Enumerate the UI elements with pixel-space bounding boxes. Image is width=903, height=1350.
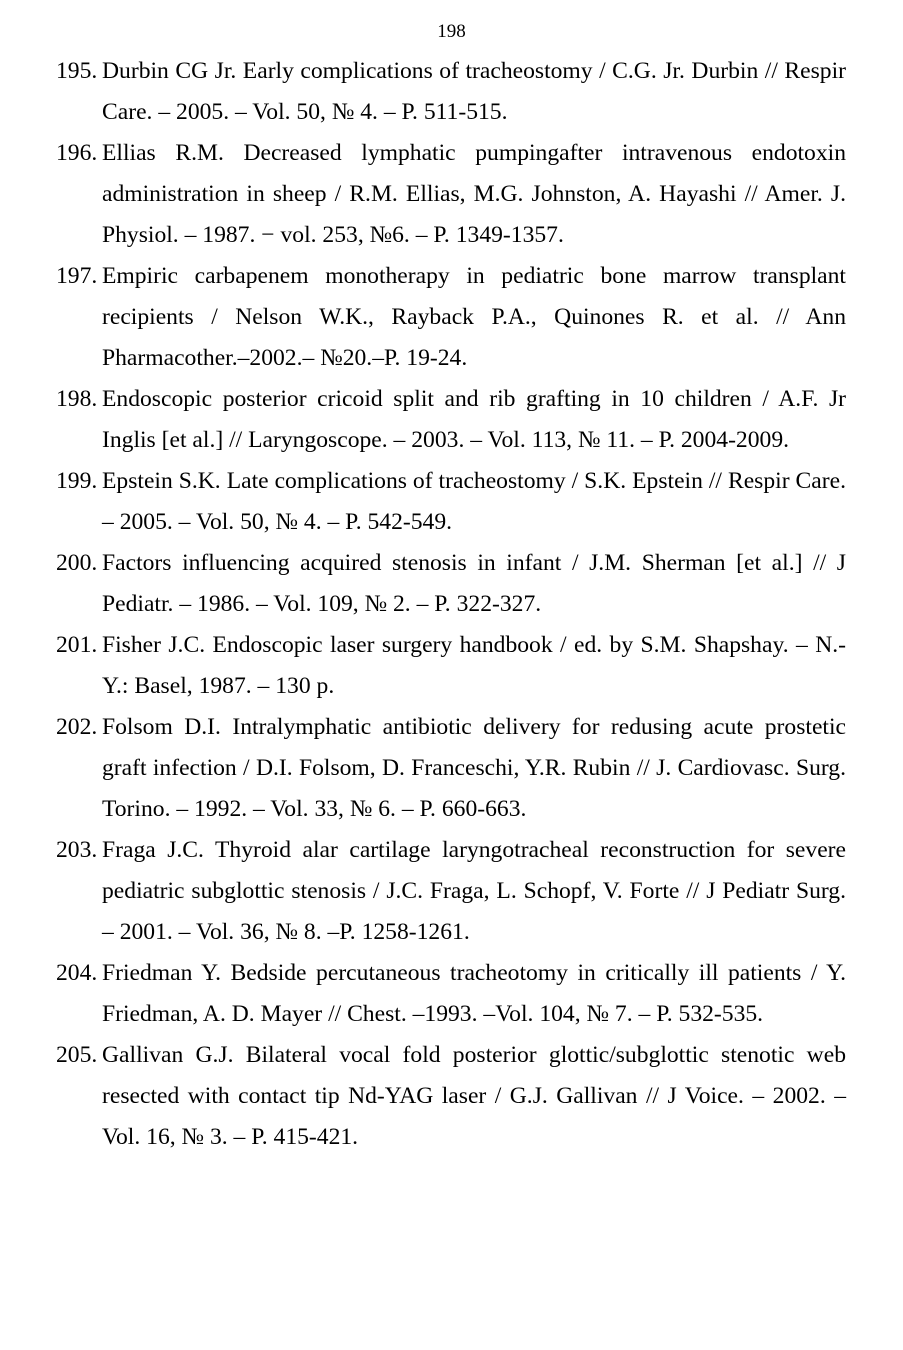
reference-text: Gallivan G.J. Bilateral vocal fold posterior glottic/subglottic stenotic web resected with contact tip Nd-YAG laser / G.J. Gallivan // J Voice. – 2002. – Vol. 16, № 3. – P. 415-421. — [102, 1042, 846, 1150]
reference-text: Folsom D.I. Intralymphatic antibiotic delivery for redusing acute prostetic graft infection / D.I. Folsom, D. Franceschi, Y.R. Rubin // J. Cardiovasc. Surg. Torino. – 1992. – Vol. 33, № 6. – P. 660-663. — [102, 714, 846, 822]
reference-item — [56, 256, 846, 379]
reference-number: 196. — [56, 140, 98, 166]
reference-text: Epstein S.K. Late complications of tracheostomy / S.K. Epstein // Respir Care. – 2005. – Vol. 50, № 4. – P. 542-549. — [102, 468, 846, 535]
reference-item — [56, 830, 846, 953]
reference-item — [56, 707, 846, 830]
reference-text: Fraga J.C. Thyroid alar cartilage laryngotracheal reconstruction for severe pediatric subglottic stenosis / J.C. Fraga, L. Schopf, V. Forte // J Pediatr Surg. – 2001. – Vol. 36, № 8. –P. 1258-1261. — [102, 837, 846, 945]
reference-number: 200. — [56, 550, 98, 576]
reference-text: Ellias R.M. Decreased lymphatic pumpingafter intravenous endotoxin administration in sheep / R.M. Ellias, M.G. Johnston, A. Hayashi // Amer. J. Physiol. – 1987. − vol. 253, №6. – P. 1349-1357. — [102, 140, 846, 248]
reference-number: 205. — [56, 1042, 98, 1068]
page-number: 198 — [437, 21, 466, 42]
reference-item — [56, 953, 846, 1035]
reference-item — [56, 461, 846, 543]
reference-number: 199. — [56, 468, 98, 494]
reference-number: 197. — [56, 263, 98, 289]
reference-text: Empiric carbapenem monotherapy in pediatric bone marrow transplant recipients / Nelson W.K., Rayback P.A., Quinones R. et al. // Ann Pharmacother.–2002.– №20.–P. 19-24. — [102, 263, 846, 371]
reference-number: 198. — [56, 386, 98, 412]
reference-item — [56, 133, 846, 256]
reference-text: Endoscopic posterior cricoid split and rib grafting in 10 children / A.F. Jr Inglis [et al.] // Laryngoscope. – 2003. – Vol. 113, № 11. – P. 2004-2009. — [102, 386, 846, 453]
reference-item — [56, 625, 846, 707]
reference-number: 195. — [56, 58, 98, 84]
reference-number: 204. — [56, 960, 98, 986]
reference-item — [56, 51, 846, 133]
reference-text: Durbin CG Jr. Early complications of tracheostomy / C.G. Jr. Durbin // Respir Care. – 2005. – Vol. 50, № 4. – P. 511-515. — [102, 58, 846, 125]
reference-number: 202. — [56, 714, 98, 740]
reference-item — [56, 379, 846, 461]
reference-text: Friedman Y. Bedside percutaneous tracheotomy in critically ill patients / Y. Friedman, A. D. Mayer // Chest. –1993. –Vol. 104, № 7. – P. 532-535. — [102, 960, 846, 1027]
reference-item — [56, 1035, 846, 1158]
reference-item — [56, 543, 846, 625]
reference-number: 201. — [56, 632, 98, 658]
reference-text: Fisher J.C. Endoscopic laser surgery handbook / ed. by S.M. Shapshay. – N.-Y.: Basel, 1987. – 130 p. — [102, 632, 846, 699]
reference-text: Factors influencing acquired stenosis in infant / J.M. Sherman [et al.] // J Pediatr. – 1986. – Vol. 109, № 2. – P. 322-327. — [102, 550, 846, 617]
reference-number: 203. — [56, 837, 98, 863]
reference-list — [56, 51, 846, 1158]
